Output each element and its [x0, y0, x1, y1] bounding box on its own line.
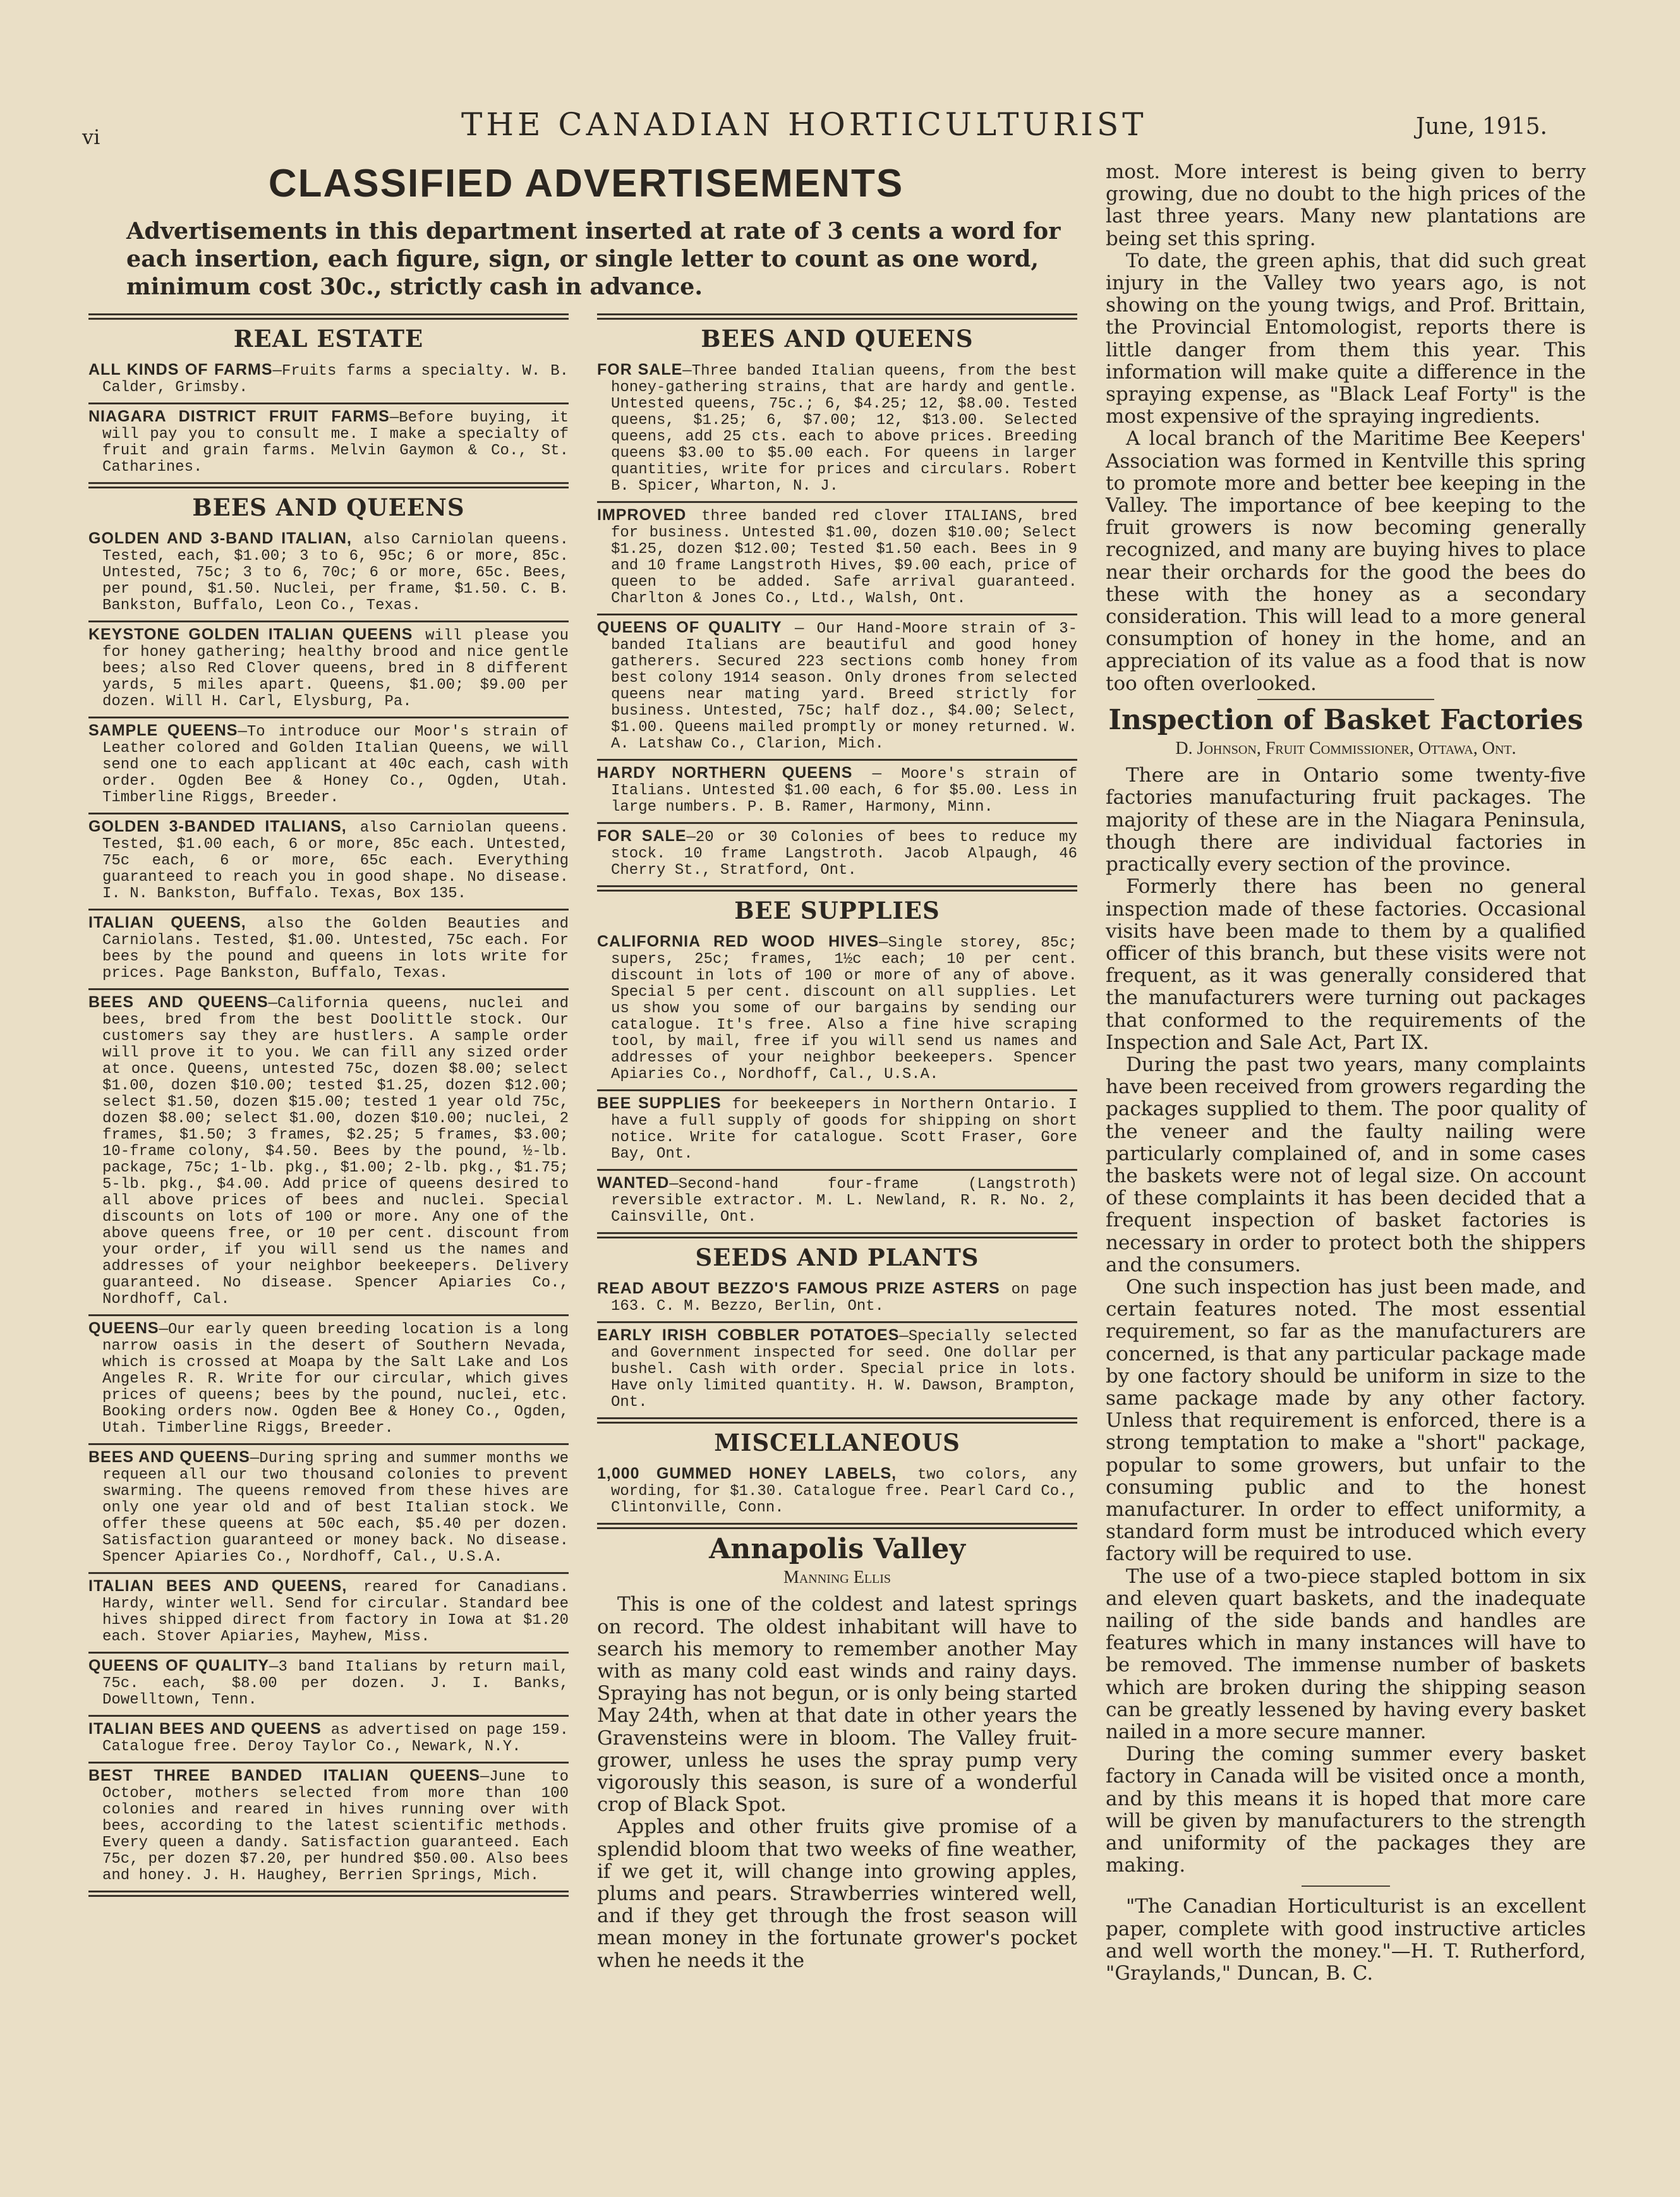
- double-rule: [597, 1232, 1077, 1238]
- running-head: [82, 95, 1585, 149]
- rule: [88, 988, 569, 990]
- ad-text: —Second-hand four-frame (Langstroth) reversible extractor. M. L. Newland, R. R. No. 2, Cainsville, Ont.: [611, 1176, 1077, 1226]
- paragraph: Apples and other fruits give promise of a splendid bloom that two weeks of fine weather, if we get it, will change into growing apples, plums and pears. Strawberries wintered well, and if they get through the frost season will mean money in the fortunate grower's pocket when he needs it the: [597, 1815, 1077, 1972]
- paragraph: There are in Ontario some twenty-five factories manufacturing fruit packages. The majority of these are in the Niagara Peninsula, though there are individual factories in practically every section of the province.: [1106, 764, 1586, 876]
- ad-text: —Our early queen breeding location is a long narrow oasis in the desert of Southern Nevada, which is crossed at Moapa by the Salt Lake and Los Angeles R. R. Write for our circular, which gives prices of queens; bees by the pound, nuclei, etc. Booking orders now. Ogden Bee & Honey Co., Ogden, Utah. Timberline Riggs, Breeder.: [102, 1321, 569, 1437]
- ad-text: two colors, any wording, for $1.30. Catalogue free. Pearl Card Co., Clintonville, Conn.: [611, 1467, 1078, 1516]
- ad-text: —California queens, nuclei and bees, bred from the best Doolittle stock. Our customers say they are hustlers. A sample order will prove it to you. We can fill any sized order at once. Queens, untested 75c, dozen $8.00; select $1.00, dozen $10.00; tested $1.25, dozen $12.00; select $1.50, dozen $15.00; tested 1 year old 75c, dozen $8.00; select $1.00, dozen $10.00; nuclei, 2 frames, $1.50; 3 frames, $2.25; 5 frames, $3.00; 10-frame colony, $4.50. Bees by the pound, ½-lb. package, 75c; 1-lb. pkg., $1.00; 2-lb. pkg., $1.75; 5-lb. pkg., $4.00. Add price of queens desired to all above prices of bees and nuclei. Special discounts on lots of 100 or more. Any one of the above queens free, or 10 per cent. discount from your order, if you will send us the names and addresses of your neighbor beekeepers. Delivery guaranteed. No disease. Spencer Apiaries Co., Nordhoff, Cal.: [102, 995, 569, 1308]
- classified-intro: Advertisements in this department inserted at rate of 3 cents a word for each insertion, each figure, sign, or single letter to count as one word, minimum cost 30c., strictly cash in advance.: [126, 217, 1061, 300]
- paragraph: During the coming summer every basket factory in Canada will be visited once a month, and by this means it is hoped that more care will be given by manufacturers to the strength and uniformity of the packages they are making.: [1106, 1743, 1586, 1877]
- ad-lead: NIAGARA DISTRICT FRUIT FARMS: [88, 408, 390, 425]
- ad-text: —Fruits farms a specialty. W. B. Calder, Grimsby.: [102, 363, 569, 396]
- double-rule: [88, 482, 569, 488]
- ad-lead: BEES AND QUEENS: [88, 1448, 250, 1466]
- rule: [597, 1089, 1077, 1091]
- classified-ad: [597, 361, 1077, 495]
- ad-lead: GOLDEN AND 3-BAND ITALIAN,: [88, 530, 352, 547]
- ad-lead: FOR SALE: [597, 827, 687, 845]
- rule: [88, 1762, 569, 1764]
- testimonial: "The Canadian Horticulturist is an excellent paper, complete with good instructive articles and well worth the money."—H. T. Rutherford, "Graylands," Duncan, B. C.: [1106, 1895, 1586, 1985]
- ad-text: —Specially selected and Government inspected for seed. One dollar per bushel. Cash with order. Special price in lots. Have only limited quantity. H. W. Dawson, Brampton, Ont.: [611, 1328, 1077, 1411]
- double-rule: [88, 1891, 569, 1897]
- paragraph: The use of a two-piece stapled bottom in six and eleven quart baskets, and the inadequate nailing of the side bands and handles are features which in many instances will have to be removed. The immense number of baskets which are broken during the shipping season can be greatly lessened by having every basket nailed in a more secure manner.: [1106, 1565, 1586, 1744]
- rule: [88, 1572, 569, 1574]
- rule: [88, 402, 569, 404]
- section-heading: REAL ESTATE: [233, 325, 424, 353]
- ad-lead: QUEENS OF QUALITY: [88, 1657, 270, 1674]
- ad-text: for beekeepers in Northern Ontario. I have a full supply of goods for shipping on short notice. Write for catalogue. Scott Fraser, Gore Bay, Ont.: [611, 1096, 1077, 1163]
- classified-ad: [597, 765, 1077, 816]
- double-rule: [597, 313, 1077, 320]
- paragraph: During the past two years, many complaints have been received from growers regarding the packages supplied to them. The poor quality of the veneer and the faulty nailing were particularly complained of, and in some cases the baskets were not of legal size. On account of these complaints it has been decided that a frequent inspection of basket factories is necessary in order to protect both the shippers and the consumers.: [1106, 1053, 1586, 1276]
- ad-text: —Single storey, 85c; supers, 25c; frames, 1½c each; 10 per cent. discount in lots of 100 or more of any of above. Special 5 per cent. discount on all supplies. Let us show you some of our bargains by sending our catalogue. It's free. Also a fine hive scraping tool, by mail, free if you will send us names and addresses of your neighbor beekeepers. Spencer Apiaries Co., Nordhoff, Cal., U.S.A.: [611, 935, 1077, 1083]
- rule: [88, 717, 569, 718]
- rule: [88, 813, 569, 814]
- article-byline: D. Johnson, Fruit Commissioner, Ottawa, Ont.: [1175, 739, 1516, 759]
- ad-text: —During spring and summer months we requeen all our two thousand colonies to prevent swarming. The queens removed from these hives are only one year old and of best Italian stock. We offer these queens at 50c each, $5.40 per dozen. Satisfaction guaranteed or money back. No disease. Spencer Apiaries Co., Nordhoff, Cal., U.S.A.: [102, 1450, 569, 1566]
- rule: [88, 620, 569, 622]
- ad-text: also Carniolan queens. Tested, $1.00 each, 6 or more, 85c each. Untested, 75c each, 6 or more, 65c each. Everything guaranteed to reach you in good shape. No disease. I. N. Bankston, Buffalo. Texas, Box 135.: [102, 820, 569, 902]
- classified-ad: [88, 1449, 569, 1566]
- classified-ad: [88, 1767, 569, 1884]
- classified-ad: [88, 626, 569, 710]
- rule: [597, 822, 1077, 824]
- classified-ad: [88, 722, 569, 806]
- ad-text: —3 band Italians by return mail, 75c. each, $8.00 per dozen. J. I. Banks, Dowelltown, Tenn.: [102, 1659, 569, 1709]
- rule: [88, 1314, 569, 1316]
- ad-text: —To introduce our Moor's strain of Leather colored and Golden Italian Queens, we will send one to each applicant at 40c each, cash with order. Ogden Bee & Honey Co., Ogden, Utah. Timberline Riggs, Breeder.: [102, 723, 569, 806]
- double-rule: [597, 885, 1077, 892]
- paragraph: Formerly there has been no general inspection made of these factories. Occasional visits have been made to them by a qualified officer of this branch, but these visits were not frequent, as it was generally considered that the manufacturers were turning out packages that conformed to the requirements of the Inspection and Sale Act, Part IX.: [1106, 875, 1586, 1054]
- rule: [597, 1321, 1077, 1323]
- ad-lead: KEYSTONE GOLDEN ITALIAN QUEENS: [88, 626, 413, 643]
- ad-lead: QUEENS OF QUALITY: [597, 619, 782, 636]
- classified-ad: [597, 1095, 1077, 1163]
- ad-text: three banded red clover ITALIANS, bred for business. Untested $1.00, dozen $10.00; Select $1.25, dozen $12.00; Tested $1.50 each. Bees in 9 and 10 frame Langstroth Hives, $9.00 each, price of queen to be added. Safe arrival guaranteed. Charlton & Jones Co., Ltd., Walsh, Ont.: [611, 508, 1077, 607]
- classified-ad: [597, 1280, 1077, 1315]
- rule: [88, 1652, 569, 1654]
- paragraph: One such inspection has just been made, and certain features noted. The most essential requirement, so far as the manufacturers are concerned, is that any particular package made by one factory should be uniform in size to the same package made by any other factory. Unless that requirement is enforced, there is a strong temptation to make a "short" package, popular to some growers, but unfair to the consuming public and to the honest manufacturer. In order to effect uniformity, a standard form must be introduced which every factory will be required to use.: [1106, 1275, 1586, 1566]
- ad-lead: BEST THREE BANDED ITALIAN QUEENS: [88, 1767, 480, 1784]
- classified-ad: [597, 828, 1077, 879]
- ad-lead: BEES AND QUEENS: [88, 993, 269, 1011]
- paragraph: A local branch of the Maritime Bee Keepers' Association was formed in Kentville this spring to promote more and better bee keeping in the Valley. The importance of bee keeping to the fruit growers is now becoming generally recognized, and many are buying hives to place near their orchards for the good the bees do these with the honey as a secondary consideration. This will lead to a more general consumption of honey in the home, and an appreciation of its value as a food that is now too often overlooked.: [1106, 427, 1586, 695]
- classified-ad: [597, 507, 1077, 607]
- ad-text: also Carniolan queens. Tested, each, $1.00; 3 to 6, 95c; 6 or more, 85c. Untested, 75c; 3 to 6, 70c; 6 or more, 65c. Bees, per pound, $1.50. Nuclei, per frame, $1.50. C. B. Bankston, Buffalo, Leon Co., Texas.: [102, 531, 569, 614]
- classified-ad: [597, 933, 1077, 1083]
- rule: [597, 501, 1077, 503]
- ad-lead: BEE SUPPLIES: [597, 1094, 722, 1112]
- article-title: Inspection of Basket Factories: [1108, 703, 1583, 736]
- ad-lead: HARDY NORTHERN QUEENS: [597, 764, 853, 782]
- classified-ad: [597, 619, 1077, 753]
- ad-lead: 1,000 GUMMED HONEY LABELS,: [597, 1465, 897, 1482]
- ad-text: also the Golden Beauties and Carniolans. Tested, $1.00. Untested, 75c each. For bees by the pound and queens in lots write for prices. Page Bankston, Buffalo, Texas.: [102, 916, 569, 982]
- ad-lead: ITALIAN QUEENS,: [88, 914, 246, 931]
- continued-article: [1106, 161, 1586, 695]
- classified-ad: [88, 1721, 569, 1755]
- section-heading: BEES AND QUEENS: [701, 325, 974, 353]
- issue-date: June, 1915.: [1415, 114, 1547, 140]
- classified-ad: [88, 1320, 569, 1437]
- rule: [88, 909, 569, 911]
- rule: [88, 1715, 569, 1717]
- section-heading: BEES AND QUEENS: [192, 493, 465, 521]
- paragraph: This is one of the coldest and latest springs on record. The oldest inhabitant will have to search his memory to remember another May with as many cold east winds and rainy days. Spraying has not begun, or is only being started May 24th, when at that date in other years the Gravensteins were in bloom. The Valley fruit-grower, unless he uses the spray pump very vigorously this season, is sure of a wonderful crop of Black Spot.: [597, 1593, 1077, 1817]
- section-heading: SEEDS AND PLANTS: [695, 1244, 979, 1271]
- article-body: [1106, 765, 1586, 1877]
- ad-text: reared for Canadians. Hardy, winter well. Send for circular. Standard bee hives shipped direct from factory in Iowa at $1.20 each. Stover Apiaries, Mayhew, Miss.: [102, 1579, 569, 1645]
- divider: [1302, 1885, 1390, 1887]
- ad-lead: ALL KINDS OF FARMS: [88, 361, 273, 378]
- ad-text: on page 163. C. M. Bezzo, Berlin, Ont.: [611, 1281, 1077, 1315]
- ad-lead: QUEENS: [88, 1319, 159, 1337]
- page-number: vi: [82, 125, 100, 149]
- ad-lead: WANTED: [597, 1174, 670, 1192]
- classified-ad: [88, 1578, 569, 1645]
- classified-ad: [88, 994, 569, 1308]
- classified-middle-column: [597, 310, 1077, 1972]
- classified-ad: [597, 1327, 1077, 1411]
- ad-text: —20 or 30 Colonies of bees to reduce my stock. 10 frame Langstroth. Jacob Alpaugh, 46 Cherry St., Stratford, Ont.: [611, 829, 1077, 879]
- ad-text: — Our Hand-Moore strain of 3-banded Italians are beautiful and good honey gatherers. Secured 223 sections comb honey from best colony 1914 season. Only drones from selected queens near mating yard. Breed strictly for business. Untested, 75c; half doz., $4.00; Select, $1.00. Queens mailed promptly or money returned. W. A. Latshaw Co., Clarion, Mich.: [611, 620, 1078, 753]
- classified-ad: [88, 818, 569, 902]
- ad-lead: ITALIAN BEES AND QUEENS,: [88, 1577, 347, 1595]
- ad-lead: SAMPLE QUEENS: [88, 722, 238, 739]
- ad-lead: CALIFORNIA RED WOOD HIVES: [597, 933, 879, 950]
- ad-lead: IMPROVED: [597, 506, 687, 524]
- section-heading: BEE SUPPLIES: [734, 897, 940, 924]
- classified-ad: [597, 1175, 1077, 1226]
- classified-ad: [88, 361, 569, 396]
- annapolis-title: Annapolis Valley: [709, 1533, 965, 1565]
- classified-title: CLASSIFIED ADVERTISEMENTS: [268, 162, 904, 205]
- rule: [597, 1169, 1077, 1171]
- ad-text: — Moore's strain of Italians. Untested $1.00 each, 6 for $5.00. Less in large numbers. P. B. Ramer, Harmony, Minn.: [611, 766, 1078, 816]
- right-column: [1106, 161, 1586, 1985]
- ad-lead: READ ABOUT BEZZO'S FAMOUS PRIZE ASTERS: [597, 1280, 1000, 1297]
- double-rule: [597, 1523, 1077, 1529]
- classified-ad: [88, 530, 569, 614]
- ad-text: as advertised on page 159. Catalogue free. Deroy Taylor Co., Newark, N.Y.: [102, 1722, 569, 1755]
- rule: [88, 1443, 569, 1445]
- classified-ad: [88, 1657, 569, 1709]
- annapolis-byline: Manning Ellis: [783, 1568, 891, 1588]
- section-heading: MISCELLANEOUS: [714, 1429, 960, 1456]
- ad-text: will please you for honey gathering; healthy brood and nice gentle bees; also Red Clover queens, bred in 8 different yards, 5 miles apart. Queens, $1.00; $9.00 per dozen. Will H. Carl, Elysburg, Pa.: [102, 627, 569, 710]
- ad-lead: ITALIAN BEES AND QUEENS: [88, 1720, 322, 1738]
- ad-text: —Three banded Italian queens, from the best honey-gathering strains, that are hardy and gentle. Untested queens, 75c.; 6, $4.25; 12, $8.00. Tested queens, $1.25; 6, $7.00; 12, $13.00. Selected queens, add 25 cts. each to above prices. Breeding queens $3.00 to $5.00 each. For queens in larger quantities, write for prices and circulars. Robert B. Spicer, Wharton, N. J.: [611, 363, 1077, 495]
- classified-ad: [88, 914, 569, 982]
- ad-lead: FOR SALE: [597, 361, 683, 378]
- rule: [597, 614, 1077, 615]
- classified-ad: [88, 408, 569, 476]
- rule: [597, 759, 1077, 761]
- annapolis-article: [597, 1533, 1077, 1972]
- divider: [1257, 699, 1434, 700]
- classified-left-column: [88, 310, 569, 1902]
- classified-section: [88, 161, 1084, 1972]
- ad-lead: EARLY IRISH COBBLER POTATOES: [597, 1326, 900, 1344]
- double-rule: [88, 313, 569, 320]
- double-rule: [597, 1417, 1077, 1424]
- ad-text: —Before buying, it will pay you to consult me. I make a specialty of fruit and grain farms. Melvin Gaymon & Co., St. Catharines.: [102, 409, 569, 476]
- ad-lead: GOLDEN 3-BANDED ITALIANS,: [88, 818, 347, 835]
- paragraph: To date, the green aphis, that did such great injury in the Valley two years ago, is not showing on the young twigs, and Prof. Brittain, the Provincial Entomologist, reports there is little danger from them this year. This information will make quite a difference in the spraying expense, as "Black Leaf Forty" is the most expensive of the spraying ingredients.: [1106, 249, 1586, 428]
- paragraph: most. More interest is being given to berry growing, due no doubt to the high prices of the last three years. Many new plantations are being set this spring.: [1106, 160, 1586, 250]
- classified-ad: [597, 1465, 1077, 1516]
- ad-text: —June to October, mothers selected from more than 100 colonies and reared in hives running over with bees, according to the latest scientific methods. Every queen a dandy. Satisfaction guaranteed. Each 75c, per dozen $7.20, per hundred $50.00. Also bees and honey. J. H. Haughey, Berrien Springs, Mich.: [102, 1769, 569, 1884]
- magazine-title: THE CANADIAN HORTICULTURIST: [461, 106, 1147, 143]
